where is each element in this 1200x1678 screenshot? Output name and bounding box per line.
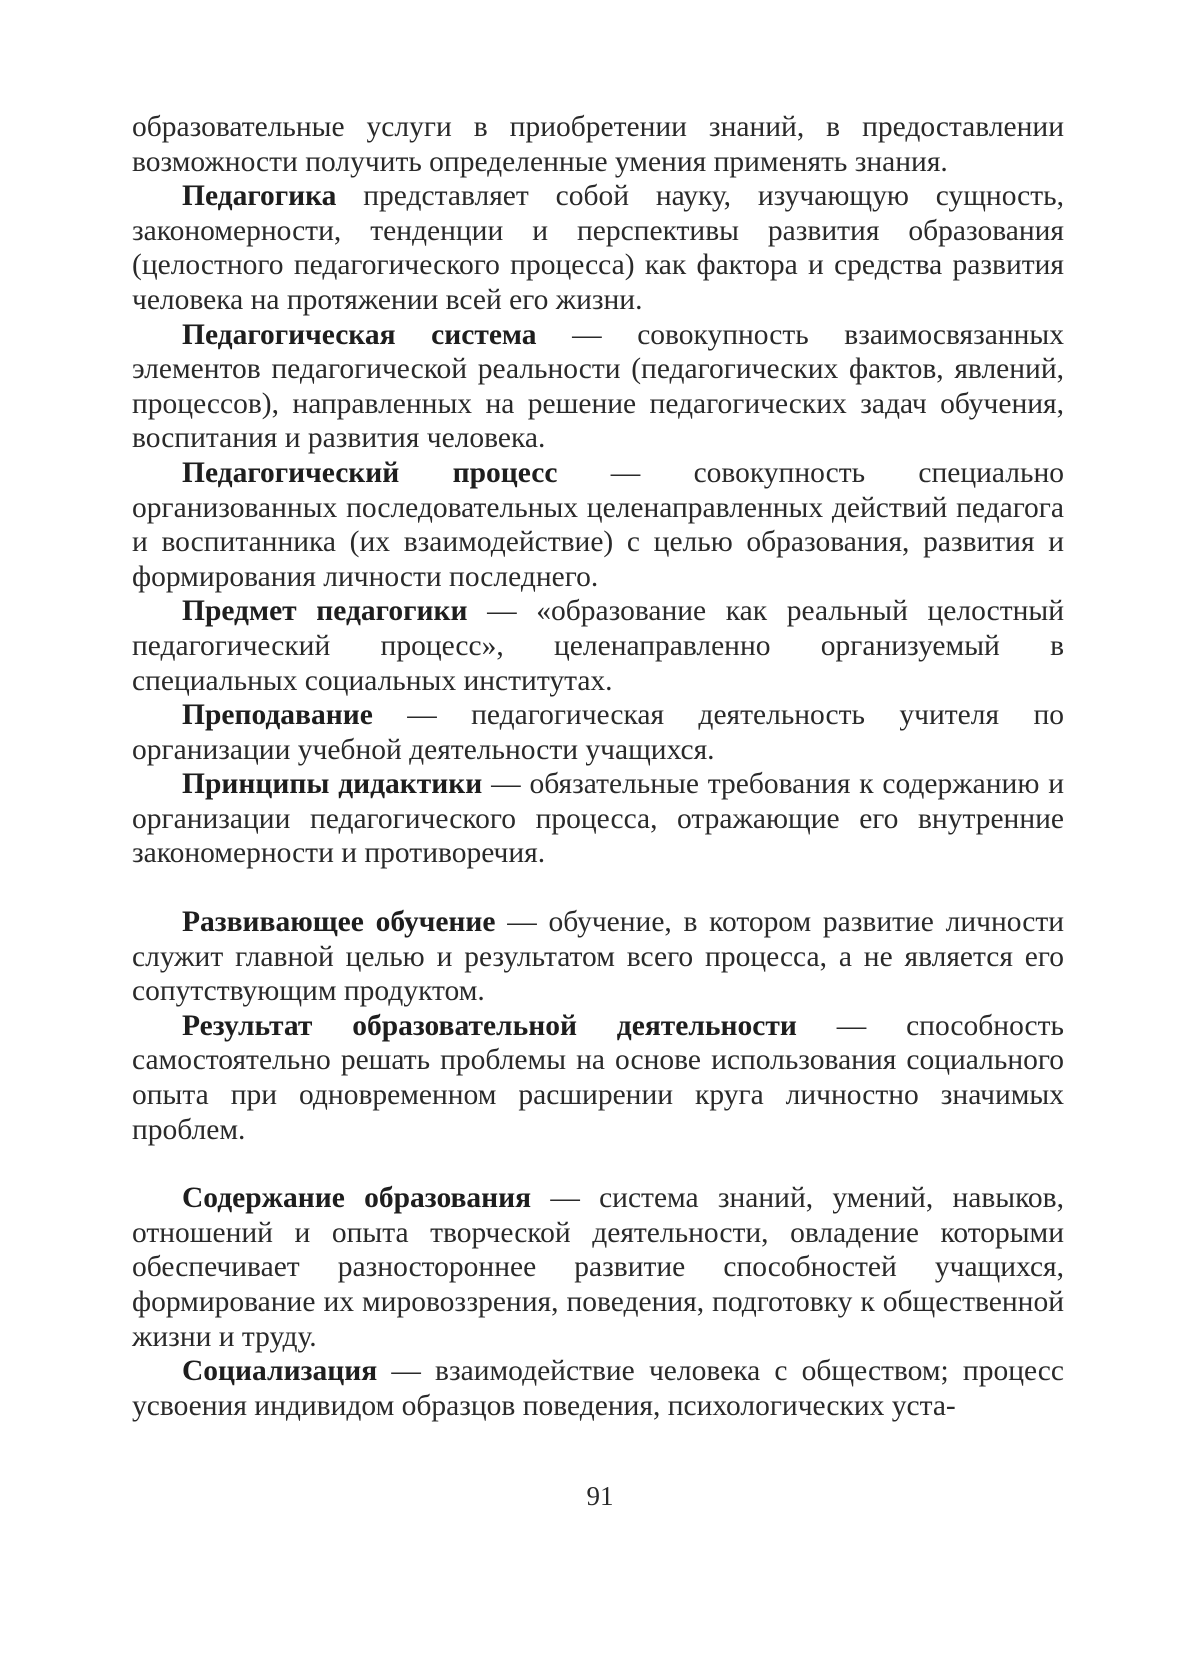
entry-definition: представляет собой науку, изучающую сущность, закономерности, тенденции и перспективы развития образования (целостного педагогического процесса) как фактора и средства развития человека на протяжении всей его жизни.: [132, 180, 1064, 316]
entry-term: Предмет педагогики: [182, 595, 468, 628]
entry-term: Содержание образования: [182, 1182, 532, 1215]
glossary-entry-prepodavanie: [132, 698, 1064, 767]
glossary-entry-principy: [132, 767, 1064, 871]
entry-term: Педагогика: [182, 180, 337, 213]
entry-definition: — совокупность взаимосвязанных элементов педагогической реальности (педагогических фактов, явлений, процессов), направленных на решение педагогических задач обучения, воспитания и развития человека.: [132, 318, 1064, 455]
entry-term: Педагогическая система: [182, 318, 537, 351]
entry-definition: — система знаний, умений, навыков, отношений и опыта творческой деятельности, овладение которыми обеспечивает разностороннее развитие способностей учащихся, формирование их мировоззрения, поведения, подготовку к общественной жизни и труду.: [132, 1182, 1064, 1353]
glossary-entry-rezultat: [132, 1009, 1064, 1147]
page-body: [132, 110, 1064, 1423]
entry-term: Социализация: [182, 1355, 378, 1388]
entry-definition: — обязательные требования к содержанию и организации педагогического процесса, отражающие его внутренние закономерности и противоречия.: [132, 768, 1064, 870]
entry-term: Принципы дидактики: [182, 768, 483, 801]
glossary-entry-pedagogika: [132, 179, 1064, 317]
glossary-entry-predmet: [132, 594, 1064, 698]
entry-definition: — взаимодействие человека с обществом; процесс усвоения индивидом образцов поведения, психологических уста-: [132, 1355, 1064, 1422]
entry-term: Преподавание: [182, 699, 373, 732]
glossary-entry-soderzhanie: [132, 1181, 1064, 1354]
page-number: 91: [586, 1481, 614, 1511]
entry-definition: — совокупность специально организованных последовательных целенаправленных действий педагога и воспитанника (их взаимодействие) с целью образования, развития и формирования личности последнего.: [132, 456, 1064, 593]
entry-term: Развивающее обучение: [182, 906, 496, 939]
entry-term: Результат образовательной деятельности: [182, 1009, 797, 1042]
entry-definition: — обучение, в котором развитие личности служит главной целью и результатом всего процесса, а не является его сопутствующим продуктом.: [132, 906, 1064, 1008]
entry-definition: — «образование как реальный целостный педагогический процесс», целенаправленно организуемый в специальных социальных институтах.: [132, 595, 1064, 697]
glossary-entry-socializaciya: [132, 1354, 1064, 1423]
entry-definition: — педагогическая деятельность учителя по организации учебной деятельности учащихся.: [132, 699, 1064, 766]
entry-definition: — способность самостоятельно решать проблемы на основе использования социального опыта при одновременном расширении круга личностно значимых проблем.: [132, 1009, 1064, 1146]
glossary-entry-ped-sistema: [132, 318, 1064, 456]
continuation-paragraph: образовательные услуги в приобретении знаний, в предоставлении возможности получить определенные умения применять знания.: [132, 111, 1064, 178]
entry-term: Педагогический процесс: [182, 456, 558, 489]
glossary-entry-razvivayushchee: [132, 905, 1064, 1009]
glossary-entry-ped-process: [132, 456, 1064, 594]
